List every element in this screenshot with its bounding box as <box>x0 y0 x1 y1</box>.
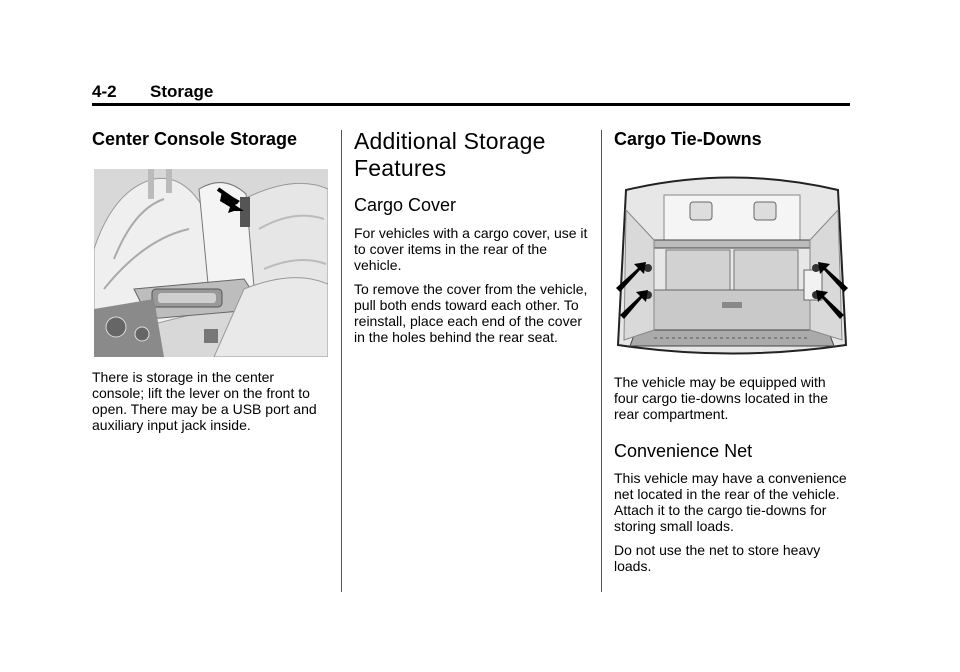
paragraph-cargo-cover-2: To remove the cover from the vehicle, pull both ends toward each other. To reinstall, place each end of the cover in the holes behind the rear seat. <box>354 281 588 345</box>
heading-additional-storage: Additional Storage Features <box>354 128 546 181</box>
paragraph-console: There is storage in the center console; lift the lever on the front to open. There may be a USB port and auxiliary input jack inside. <box>92 369 317 433</box>
heading-convenience-net: Convenience Net <box>614 441 753 461</box>
heading-cargo-tie-downs: Cargo Tie-Downs <box>614 129 762 149</box>
header-rule <box>92 103 850 106</box>
paragraph-tie-downs: The vehicle may be equipped with four cargo tie-downs located in the rear compartment. <box>614 374 829 422</box>
page-header <box>92 82 850 106</box>
heading-cargo-cover: Cargo Cover <box>354 195 457 215</box>
heading-center-console-storage: Center Console Storage <box>92 129 298 149</box>
section-title: Storage <box>150 82 214 101</box>
column-additional-storage <box>354 128 590 345</box>
column-center-console <box>92 128 329 433</box>
cargo-area-illustration <box>614 170 850 360</box>
paragraph-convenience-net-2: Do not use the net to store heavy loads. <box>614 542 821 574</box>
paragraph-cargo-cover-1: For vehicles with a cargo cover, use it to cover items in the rear of the vehicle. <box>354 225 588 273</box>
column-divider-left <box>341 130 342 592</box>
column-cargo-tie-downs <box>614 128 850 574</box>
center-console-illustration <box>94 169 328 357</box>
column-divider-right <box>601 130 602 592</box>
page-number: 4-2 <box>92 82 117 101</box>
paragraph-convenience-net-1: This vehicle may have a convenience net located in the rear of the vehicle. Attach it to the cargo tie-downs for storing small loads. <box>614 470 847 534</box>
